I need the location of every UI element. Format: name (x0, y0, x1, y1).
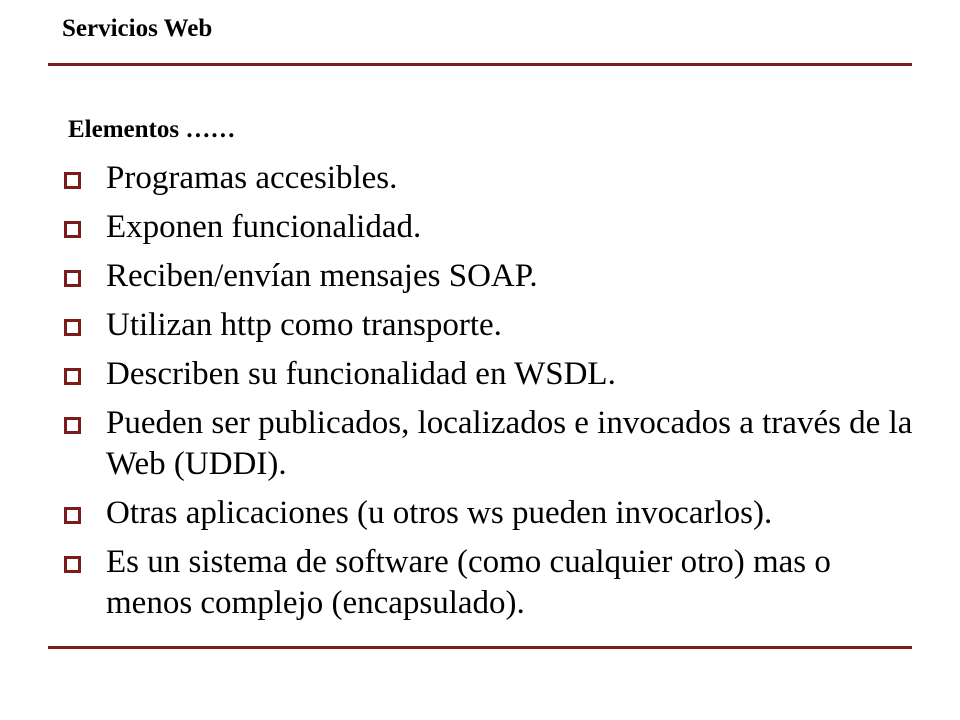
hollow-square-icon (64, 319, 81, 336)
bullet-text: Es un sistema de software (como cualquier otro) mas o menos complejo (encapsulado). (106, 544, 831, 621)
bullet-item (64, 403, 914, 485)
bullet-item (64, 256, 914, 297)
hollow-square-icon (64, 172, 81, 189)
bullet-text: Programas accesibles. (106, 160, 398, 196)
bullet-text: Exponen funcionalidad. (106, 209, 422, 245)
top-divider (48, 63, 912, 66)
bullet-item (64, 158, 914, 199)
hollow-square-icon (64, 270, 81, 287)
bullet-item (64, 207, 914, 248)
hollow-square-icon (64, 368, 81, 385)
bullet-item (64, 354, 914, 395)
bullet-item (64, 493, 914, 534)
bullet-list (64, 158, 914, 632)
bullet-text: Pueden ser publicados, localizados e invocados a través de la Web (UDDI). (106, 405, 913, 482)
section-heading: Elementos …… (68, 116, 236, 143)
bullet-text: Reciben/envían mensajes SOAP. (106, 258, 538, 294)
bullet-item (64, 542, 914, 624)
hollow-square-icon (64, 221, 81, 238)
hollow-square-icon (64, 507, 81, 524)
hollow-square-icon (64, 556, 81, 573)
bullet-item (64, 305, 914, 346)
bullet-text: Describen su funcionalidad en WSDL. (106, 356, 616, 392)
bullet-text: Utilizan http como transporte. (106, 307, 502, 343)
bottom-divider (48, 646, 912, 649)
slide-title: Servicios Web (62, 15, 213, 42)
hollow-square-icon (64, 417, 81, 434)
bullet-text: Otras aplicaciones (u otros ws pueden invocarlos). (106, 495, 773, 531)
